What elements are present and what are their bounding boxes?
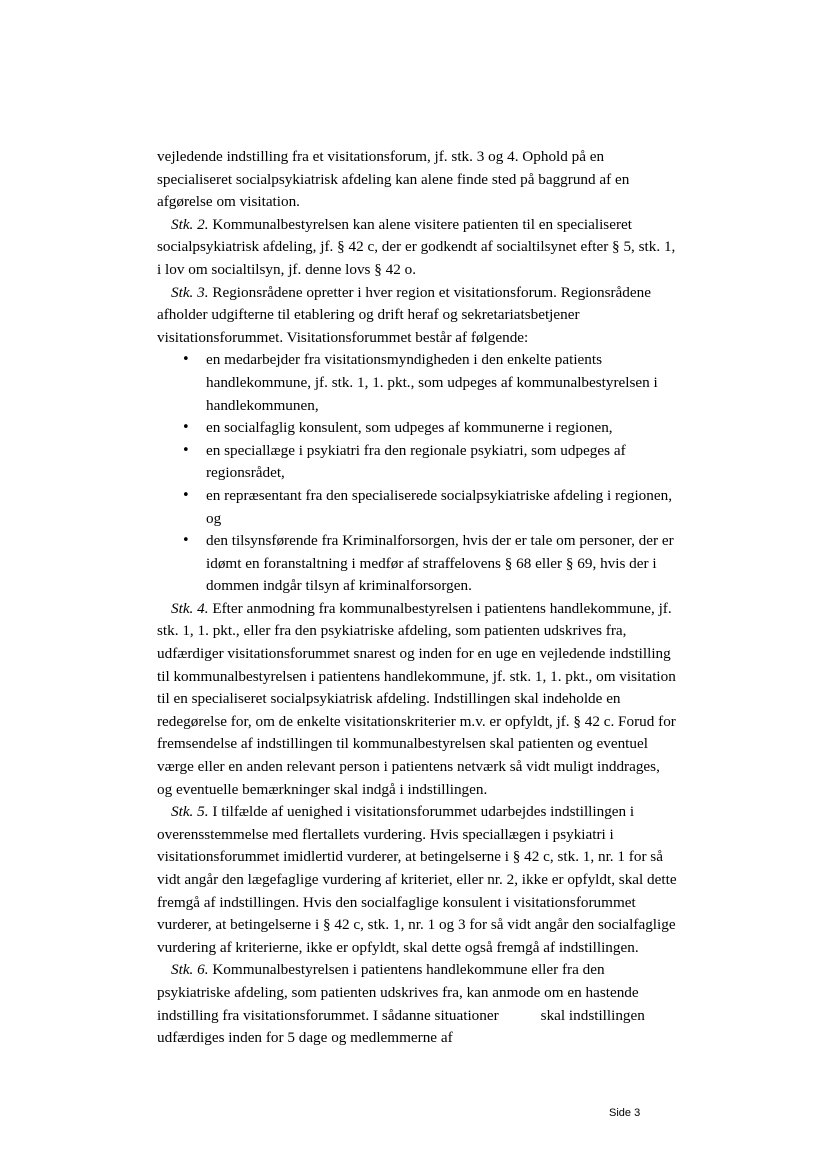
- stk-2-text: Kommunalbestyrelsen kan alene visitere patienten til en specialiseret socialpsykiatrisk afdeling, jf. § 42 c, der er godkendt af socialtilsynet efter § 5, stk. 1, i lov om socialtilsyn, jf. denne lovs § 42 o.: [157, 215, 676, 278]
- document-body: [157, 146, 677, 1050]
- list-item: • en medarbejder fra visitationsmyndigheden i den enkelte patients handlekommune, jf. stk. 1, 1. pkt., som udpeges af kommunalbestyrelsen i handlekommunen,: [206, 349, 677, 417]
- list-item: • den tilsynsførende fra Kriminalforsorgen, hvis der er tale om personer, der er idømt en foranstaltning i medfør af straffelovens § 68 eller § 69, hvis der i dommen indgår tilsyn af kriminalforsorgen.: [206, 530, 677, 598]
- stk-3-label: Stk. 3.: [171, 283, 209, 301]
- stk-6-text-b: skal indstillingen udfærdiges inden for 5 dage og medlemmerne af: [157, 1006, 645, 1047]
- stk-3-text: Regionsrådene opretter i hver region et visitationsforum. Regionsrådene afholder udgifterne til etablering og drift heraf og sekretariatsbetjener visitationsforummet. Visitationsforummet består af følgende:: [157, 283, 651, 346]
- list-item: • en repræsentant fra den specialiserede socialpsykiatriske afdeling i regionen, og: [206, 485, 677, 530]
- stk-4-text: Efter anmodning fra kommunalbestyrelsen i patientens handlekommune, jf. stk. 1, 1. pkt., eller fra den psykiatriske afdeling, som patienten udskrives fra, udfærdiger visitationsforummet snarest og inden for en uge en vejledende indstilling til kommunalbestyrelsen i patientens handlekommune, jf. stk. 1, 1. pkt., om visitation til en specialiseret socialpsykiatrisk afdeling. Indstillingen skal indeholde en redegørelse for, om de enkelte visitationskriterier m.v. er opfyldt, jf. § 42 c. Forud for fremsendelse af indstillingen til kommunalbestyrelsen skal patienten og eventuel værge eller en anden relevant person i patientens netværk så vidt muligt inddrages, og eventuelle bemærkninger skal indgå i indstillingen.: [157, 599, 676, 798]
- stk-4-label: Stk. 4.: [171, 599, 209, 617]
- intro-paragraph: vejledende indstilling fra et visitationsforum, jf. stk. 3 og 4. Ophold på en specialiseret socialpsykiatrisk afdeling kan alene finde sted på baggrund af en afgørelse om visitation.: [157, 148, 630, 211]
- stk-3-member-list: [157, 349, 677, 598]
- stk-2-label: Stk. 2.: [171, 215, 209, 233]
- stk-6-label: Stk. 6.: [171, 961, 209, 979]
- stk-3-paragraph: [157, 282, 677, 350]
- stk-5-text: I tilfælde af uenighed i visitationsforummet udarbejdes indstillingen i overensstemmelse med flertallets vurdering. Hvis speciallægen i psykiatri i visitationsforummet imidlertid vurderer, at betingelserne i § 42 c, stk. 1, nr. 1 for så vidt angår den lægefaglige vurdering af kriteriet, eller nr. 2, ikke er opfyldt, skal dette fremgå af indstillingen. Hvis den socialfaglige konsulent i visitationsforummet vurderer, at betingelserne i § 42 c, stk. 1, nr. 1 og 3 for så vidt angår den socialfaglige vurdering af kriterierne, ikke er opfyldt, skal dette også fremgå af indstillingen.: [157, 803, 677, 956]
- stk-2-paragraph: [157, 214, 677, 282]
- stk-5-paragraph: [157, 801, 677, 959]
- stk-6-paragraph: [157, 959, 677, 1049]
- list-item: • en socialfaglig konsulent, som udpeges af kommunerne i regionen,: [206, 417, 677, 440]
- stk-6-text-a: Kommunalbestyrelsen i patientens handlekommune eller fra den psykiatriske afdeling, som patienten udskrives fra, kan anmode om en hastende indstilling fra visitationsforummet. I sådanne situationer: [157, 961, 639, 1024]
- page-number: Side 3: [603, 1107, 646, 1119]
- stk-5-label: Stk. 5.: [171, 803, 209, 821]
- list-item: • en speciallæge i psykiatri fra den regionale psykiatri, som udpeges af regionsrådet,: [206, 440, 677, 485]
- stk-4-paragraph: [157, 598, 677, 801]
